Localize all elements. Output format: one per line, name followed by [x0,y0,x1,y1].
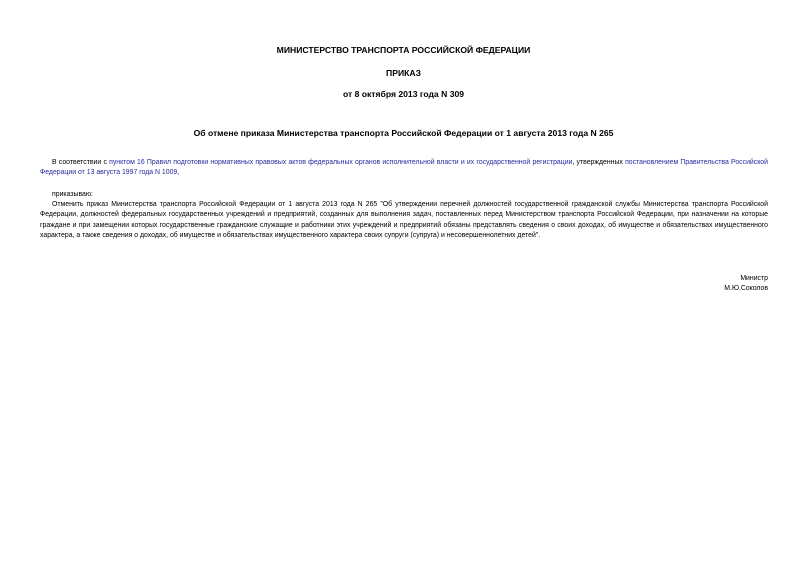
order-date-number: от 8 октября 2013 года N 309 [342,89,465,99]
order-type-heading: ПРИКАЗ [386,68,421,78]
rules-link[interactable]: пунктом 16 Правил подготовки нормативных правовых актов федеральных органов исполнительной власти и их государственной регистрации [109,159,573,166]
basis-prefix: В соответствии с [52,159,110,166]
signature-post: Министр [740,275,768,282]
order-word: приказываю: [52,191,93,198]
basis-middle: , утвержденных [572,159,626,166]
document-title: Об отмене приказа Министерства транспорта Российской Федерации от 1 августа 2013 года N 265 [193,128,614,138]
basis-paragraph [40,158,768,179]
basis-suffix: , [177,169,180,177]
cancel-paragraph: Отменить приказ Министерства транспорта Российской Федерации от 1 августа 2013 года N 265 "Об утверждении перечней должностей государственной гражданской службы Министерства транспорта Российской Федерации, должностей федеральных государственных учреждений и предприятий, созданных для выполнения задач, поставленных перед Министерством транспорта Российской Федерации, при назначении на которые граждане и при замещении которых государственные гражданские служащие и работники этих учреждений и предприятий обязаны представлять сведения о своих доходах, об имуществе и обязательствах имущественного характера, а также сведения о доходах, об имуществе и обязательствах имущественного характера своих супруги (супруга) и несовершеннолетних детей". [40,201,768,240]
ministry-heading: МИНИСТЕРСТВО ТРАНСПОРТА РОССИЙСКОЙ ФЕДЕРАЦИИ [276,45,531,55]
signature-name: М.Ю.Соколов [724,285,768,292]
government-decree-link[interactable]: постановлением Правительства Российской Федерации от 13 августа 1997 года N 1009 [40,159,768,177]
